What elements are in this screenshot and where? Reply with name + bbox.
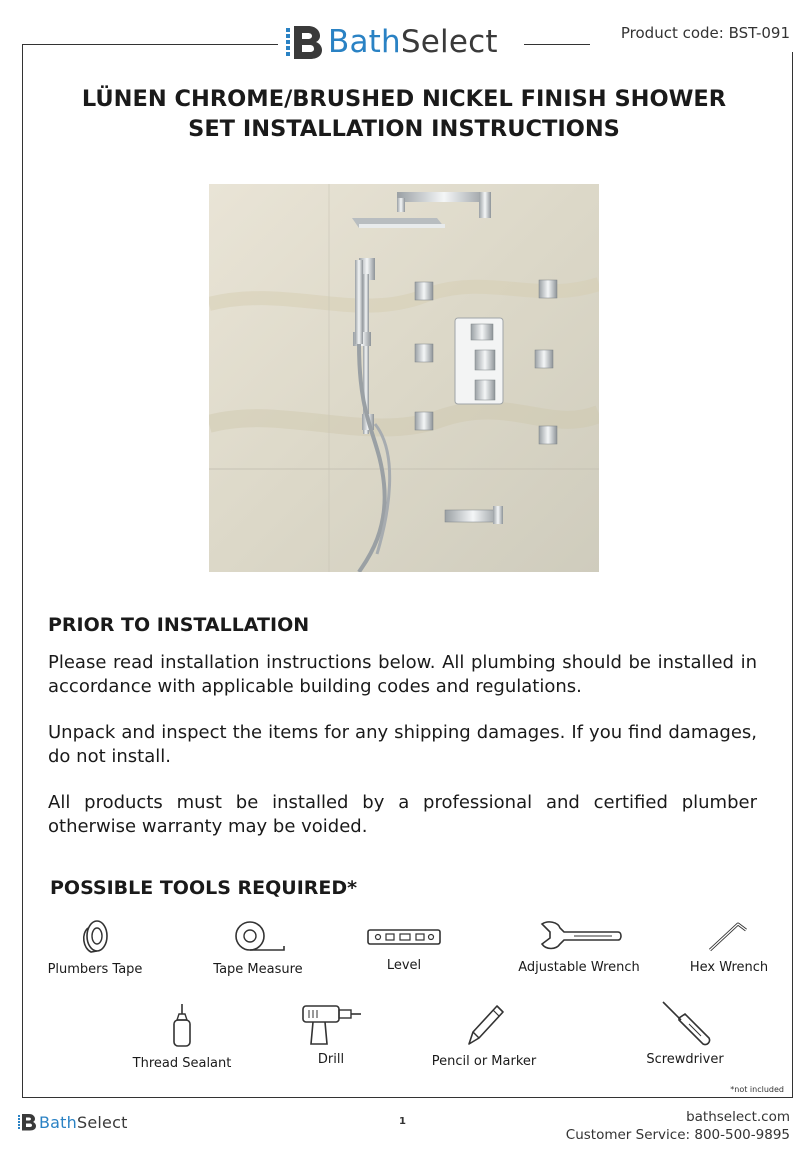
tool-adjustable-wrench [508, 916, 650, 975]
tool-drill [296, 1000, 366, 1067]
tool-label: Screwdriver [646, 1052, 724, 1067]
product-photo [209, 184, 599, 572]
hex-wrench-icon [704, 916, 754, 954]
tool-screwdriver [630, 998, 740, 1067]
tape-measure-icon [228, 918, 288, 958]
tool-label: Thread Sealant [132, 1056, 232, 1071]
tool-tape-measure [202, 918, 314, 977]
title-line-2: SET INSTALLATION INSTRUCTIONS [188, 116, 620, 142]
tools-heading: POSSIBLE TOOLS REQUIRED* [50, 877, 358, 899]
footer-brand-part2: Select [77, 1112, 128, 1132]
level-icon [364, 920, 444, 954]
tool-level [358, 920, 450, 973]
adjustable-wrench-icon [534, 916, 624, 954]
bathselect-logo-icon [17, 1112, 37, 1132]
prior-paragraph-1: Please read installation instructions below. All plumbing should be installed in accordance with applicable building codes and regulations. [48, 652, 757, 697]
bathselect-logo-icon [284, 22, 324, 62]
drill-icon [299, 1000, 363, 1050]
title-line-1: LÜNEN CHROME/BRUSHED NICKEL FINISH SHOWER [81, 86, 727, 112]
product-code: Product code: BST-091 [620, 24, 790, 42]
screwdriver-icon [657, 998, 713, 1048]
tool-label: Plumbers Tape [47, 962, 143, 977]
footer-logo [17, 1112, 128, 1132]
tool-label: Tape Measure [213, 962, 303, 977]
brand-name-part1: Bath [328, 24, 401, 60]
not-included-note: *not included [730, 1085, 784, 1094]
brand-name-part2: Select [400, 24, 498, 60]
plumbers-tape-icon [75, 918, 115, 958]
prior-paragraph-3: All products must be installed by a professional and certified plumber otherwise warranty may be voided. [48, 792, 757, 837]
thread-sealant-icon [167, 1002, 197, 1050]
tool-label: Adjustable Wrench [518, 960, 640, 975]
tool-hex-wrench [680, 916, 778, 975]
prior-paragraph-2: Unpack and inspect the items for any shipping damages. If you find damages, do not install. [48, 722, 757, 767]
tool-plumbers-tape [36, 918, 154, 977]
website-link[interactable]: bathselect.com [686, 1109, 790, 1125]
header-logo [284, 22, 498, 62]
prior-heading: PRIOR TO INSTALLATION [48, 614, 310, 636]
customer-service: Customer Service: 800-500-9895 [565, 1127, 790, 1143]
tool-label: Pencil or Marker [431, 1054, 537, 1069]
footer-contact [566, 1108, 790, 1144]
tool-label: Hex Wrench [689, 960, 769, 975]
tool-label: Level [386, 958, 422, 973]
document-title [40, 84, 768, 144]
footer-brand-part1: Bath [39, 1112, 77, 1132]
shower-set-illustration [209, 184, 599, 572]
tool-label: Drill [317, 1052, 345, 1067]
pencil-icon [459, 1000, 509, 1048]
page-number: 1 [399, 1116, 406, 1127]
tool-pencil-marker [420, 1000, 548, 1069]
tool-thread-sealant [124, 1002, 240, 1071]
